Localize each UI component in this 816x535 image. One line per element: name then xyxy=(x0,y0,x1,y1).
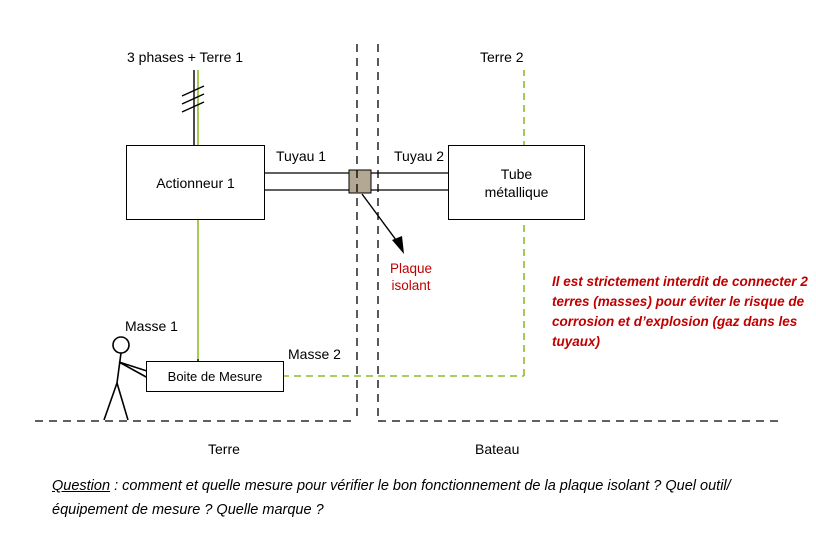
plaque-label-line1: Plaque xyxy=(390,261,433,276)
earth-conductor-green xyxy=(198,70,524,376)
label-masse2: Masse 2 xyxy=(288,346,341,362)
phase-tick-1 xyxy=(182,86,204,96)
phase-tick-3 xyxy=(182,102,204,112)
label-zone-bateau: Bateau xyxy=(475,441,520,457)
supply-lines xyxy=(182,70,204,146)
question-text xyxy=(52,474,752,522)
label-tuyau1: Tuyau 1 xyxy=(276,148,327,164)
actionneur-label: Actionneur 1 xyxy=(156,174,235,191)
label-zone-terre: Terre xyxy=(208,441,240,457)
label-tuyau2: Tuyau 2 xyxy=(394,148,445,164)
boite-de-mesure-box[interactable] xyxy=(146,361,284,392)
label-phases-terre1: 3 phases + Terre 1 xyxy=(127,49,244,65)
boite-de-mesure-label: Boite de Mesure xyxy=(167,368,263,384)
actionneur-box[interactable] xyxy=(126,145,265,220)
question-prefix: Question xyxy=(52,478,111,494)
phase-tick-2 xyxy=(182,94,204,104)
label-masse1: Masse 1 xyxy=(125,318,178,334)
label-terre2: Terre 2 xyxy=(480,49,524,65)
plaque-callout-arrow xyxy=(362,194,404,254)
operator-figure xyxy=(104,337,150,420)
tube-label-line2: métallique xyxy=(484,183,549,200)
tube-metallique-box[interactable] xyxy=(448,145,585,220)
tube-label-line1: Tube xyxy=(500,165,533,182)
plaque-label-line2: isolant xyxy=(391,278,431,293)
plaque-isolant-block xyxy=(349,170,371,193)
question-body: : comment et quelle mesure pour vérifier le bon fonctionnement de la plaque isolant ? Quel outil/équipement de mesure ? Quelle marque ? xyxy=(52,478,731,518)
warning-text: Il est strictement interdit de connecter 2 terres (masses) pour éviter le risque de corrosion et d’explosion (gaz dans les tuyaux) xyxy=(552,274,808,349)
